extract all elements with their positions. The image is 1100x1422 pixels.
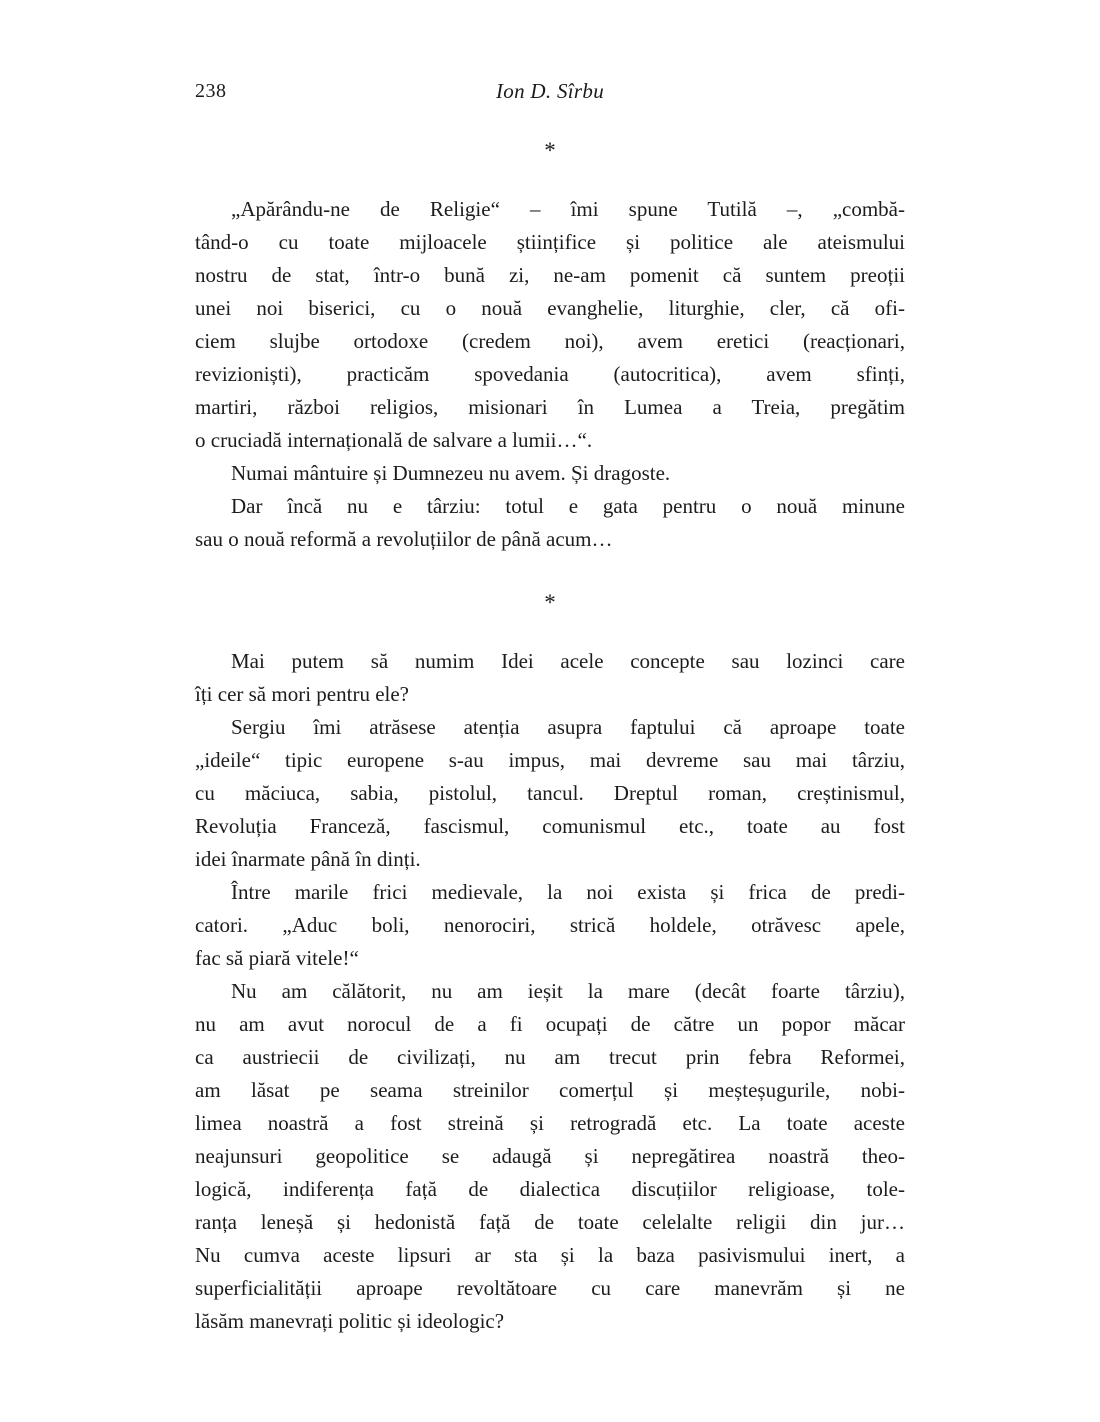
paragraph bbox=[195, 457, 905, 490]
text-line: ranța leneșă și hedonistă față de toate celelalte religii din jur… bbox=[195, 1210, 905, 1234]
text-line: „Apărându-ne de Religie“ – îmi spune Tutilă –, „combă- bbox=[231, 197, 905, 221]
page-number: 238 bbox=[195, 80, 227, 102]
text-line: ca austriecii de civilizați, nu am trecut prin febra Reformei, bbox=[195, 1045, 905, 1069]
text-line: îți cer să mori pentru ele? bbox=[195, 682, 409, 706]
text-line: lăsăm manevrați politic și ideologic? bbox=[195, 1309, 505, 1333]
section-separator-star: * bbox=[544, 138, 556, 163]
running-head: Ion D. Sîrbu bbox=[495, 79, 604, 103]
text-line: Dar încă nu e târziu: totul e gata pentru o nouă minune bbox=[231, 494, 905, 518]
text-line: am lăsat pe seama streinilor comerțul și meșteșugurile, nobi- bbox=[195, 1078, 905, 1102]
text-line: superficialității aproape revoltătoare cu care manevrăm și ne bbox=[195, 1276, 905, 1300]
text-line: ciem slujbe ortodoxe (credem noi), avem eretici (reacționari, bbox=[195, 329, 905, 353]
text-line: idei înarmate până în dinți. bbox=[195, 847, 421, 871]
text-line: nostru de stat, într-o bună zi, ne-am pomenit că suntem preoții bbox=[195, 263, 905, 287]
text-line: sau o nouă reformă a revoluțiilor de până acum… bbox=[195, 527, 613, 551]
paragraph bbox=[195, 490, 905, 556]
text-line: Nu cumva aceste lipsuri ar sta și la baza pasivismului inert, a bbox=[195, 1243, 905, 1267]
text-line: „ideile“ tipic europene s-au impus, mai devreme sau mai târziu, bbox=[195, 748, 905, 772]
text-line: nu am avut norocul de a fi ocupați de către un popor măcar bbox=[195, 1012, 905, 1036]
text-line: logică, indiferența față de dialectica discuțiilor religioase, tole- bbox=[195, 1177, 905, 1201]
text-line: fac să piară vitele!“ bbox=[195, 946, 359, 970]
text-line: limea noastră a fost streină și retrogradă etc. La toate aceste bbox=[195, 1111, 905, 1135]
text-block bbox=[195, 134, 905, 1338]
paragraph bbox=[195, 975, 905, 1338]
text-line: Numai mântuire și Dumnezeu nu avem. Și dragoste. bbox=[231, 461, 671, 485]
text-line: catori. „Aduc boli, nenorociri, strică holdele, otrăvesc apele, bbox=[195, 913, 905, 937]
text-line: o cruciadă internațională de salvare a lumii…“. bbox=[195, 428, 593, 452]
text-line: Mai putem să numim Idei acele concepte sau lozinci care bbox=[231, 649, 905, 673]
text-line: Între marile frici medievale, la noi exista și frica de predi- bbox=[231, 880, 905, 904]
text-line: tând-o cu toate mijloacele științifice și politice ale ateismului bbox=[195, 230, 905, 254]
text-line: cu măciuca, sabia, pistolul, tancul. Dreptul roman, creștinismul, bbox=[195, 781, 905, 805]
text-line: Revoluția Franceză, fascismul, comunismul etc., toate au fost bbox=[195, 814, 905, 838]
text-line: neajunsuri geopolitice se adaugă și nepregătirea noastră theo- bbox=[195, 1144, 905, 1168]
text-line: martiri, război religios, misionari în Lumea a Treia, pregătim bbox=[195, 395, 905, 419]
text-line: revizioniști), practicăm spovedania (autocritica), avem sfinți, bbox=[195, 362, 905, 386]
paragraph bbox=[195, 876, 905, 975]
paragraph bbox=[195, 711, 905, 876]
section-separator-star: * bbox=[544, 590, 556, 615]
paragraph bbox=[195, 645, 905, 711]
text-line: unei noi biserici, cu o nouă evanghelie, liturghie, cler, că ofi- bbox=[195, 296, 905, 320]
text-line: Nu am călătorit, nu am ieșit la mare (decât foarte târziu), bbox=[231, 979, 905, 1003]
paragraph bbox=[195, 193, 905, 457]
page-header bbox=[195, 78, 905, 104]
text-line: Sergiu îmi atrăsese atenția asupra faptului că aproape toate bbox=[231, 715, 905, 739]
